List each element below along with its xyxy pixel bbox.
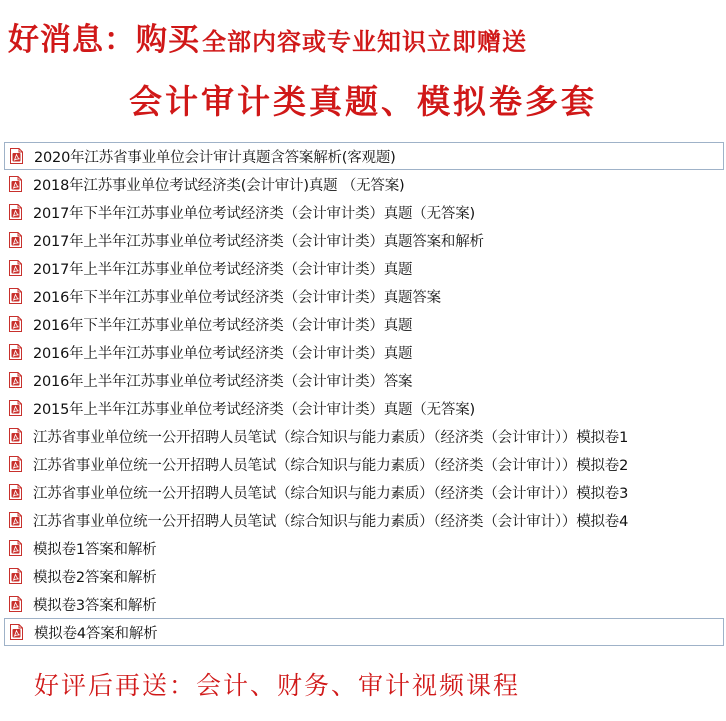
file-row[interactable] xyxy=(4,618,724,646)
file-row[interactable] xyxy=(4,450,726,478)
file-name: 模拟卷4答案和解析 xyxy=(34,625,158,642)
file-name: 2016年上半年江苏事业单位考试经济类（会计审计类）答案 xyxy=(33,373,413,390)
pdf-icon xyxy=(9,232,22,248)
pdf-icon xyxy=(10,148,23,164)
file-row[interactable] xyxy=(4,310,726,338)
file-name: 2017年上半年江苏事业单位考试经济类（会计审计类）真题 xyxy=(33,261,413,278)
file-row[interactable] xyxy=(4,394,726,422)
file-row[interactable] xyxy=(4,142,724,170)
promo-footer: 好评后再送：会计、财务、审计视频课程 xyxy=(34,671,521,700)
file-name: 江苏省事业单位统一公开招聘人员笔试（综合知识与能力素质）（经济类（会计审计））模拟卷1 xyxy=(33,429,629,446)
promo-headline-main: 好消息：购买 xyxy=(8,22,200,58)
pdf-icon xyxy=(9,540,22,556)
file-row[interactable] xyxy=(4,478,726,506)
file-row[interactable] xyxy=(4,366,726,394)
pdf-icon xyxy=(9,344,22,360)
file-name: 2017年上半年江苏事业单位考试经济类（会计审计类）真题答案和解析 xyxy=(33,233,484,250)
promo-headline xyxy=(8,14,720,58)
file-row[interactable] xyxy=(4,338,726,366)
pdf-icon xyxy=(9,512,22,528)
file-name: 2015年上半年江苏事业单位考试经济类（会计审计类）真题（无答案) xyxy=(33,401,475,418)
file-row[interactable] xyxy=(4,562,726,590)
pdf-icon xyxy=(9,484,22,500)
pdf-icon xyxy=(9,568,22,584)
file-row[interactable] xyxy=(4,422,726,450)
file-name: 模拟卷2答案和解析 xyxy=(33,569,157,586)
pdf-icon xyxy=(9,596,22,612)
pdf-icon xyxy=(9,428,22,444)
file-name: 江苏省事业单位统一公开招聘人员笔试（综合知识与能力素质）（经济类（会计审计））模拟卷3 xyxy=(33,485,629,502)
pdf-icon xyxy=(9,260,22,276)
pdf-icon xyxy=(10,624,23,640)
file-name: 2017年下半年江苏事业单位考试经济类（会计审计类）真题（无答案) xyxy=(33,205,475,222)
file-name: 江苏省事业单位统一公开招聘人员笔试（综合知识与能力素质）（经济类（会计审计））模拟卷4 xyxy=(33,513,629,530)
file-row[interactable] xyxy=(4,506,726,534)
file-name: 2016年下半年江苏事业单位考试经济类（会计审计类）真题 xyxy=(33,317,413,334)
file-list xyxy=(4,142,726,646)
file-row[interactable] xyxy=(4,226,726,254)
file-name: 模拟卷1答案和解析 xyxy=(33,541,157,558)
pdf-icon xyxy=(9,316,22,332)
pdf-icon xyxy=(9,456,22,472)
pdf-icon xyxy=(9,400,22,416)
pdf-icon xyxy=(9,288,22,304)
pdf-icon xyxy=(9,204,22,220)
file-name: 2018年江苏事业单位考试经济类(会计审计)真题 （无答案) xyxy=(33,177,405,194)
pdf-icon xyxy=(9,176,22,192)
file-name: 模拟卷3答案和解析 xyxy=(33,597,157,614)
file-name: 江苏省事业单位统一公开招聘人员笔试（综合知识与能力素质）（经济类（会计审计））模拟卷2 xyxy=(33,457,629,474)
file-row[interactable] xyxy=(4,198,726,226)
file-row[interactable] xyxy=(4,590,726,618)
pdf-icon xyxy=(9,372,22,388)
file-name: 2020年江苏省事业单位会计审计真题含答案解析(客观题) xyxy=(34,149,396,166)
promo-subtitle: 会计审计类真题、模拟卷多套 xyxy=(129,82,597,121)
file-name: 2016年上半年江苏事业单位考试经济类（会计审计类）真题 xyxy=(33,345,413,362)
file-row[interactable] xyxy=(4,282,726,310)
file-row[interactable] xyxy=(4,534,726,562)
file-row[interactable] xyxy=(4,170,726,198)
file-name: 2016年下半年江苏事业单位考试经济类（会计审计类）真题答案 xyxy=(33,289,441,306)
promo-headline-sub: 全部内容或专业知识立即赠送 xyxy=(202,27,527,56)
file-row[interactable] xyxy=(4,254,726,282)
